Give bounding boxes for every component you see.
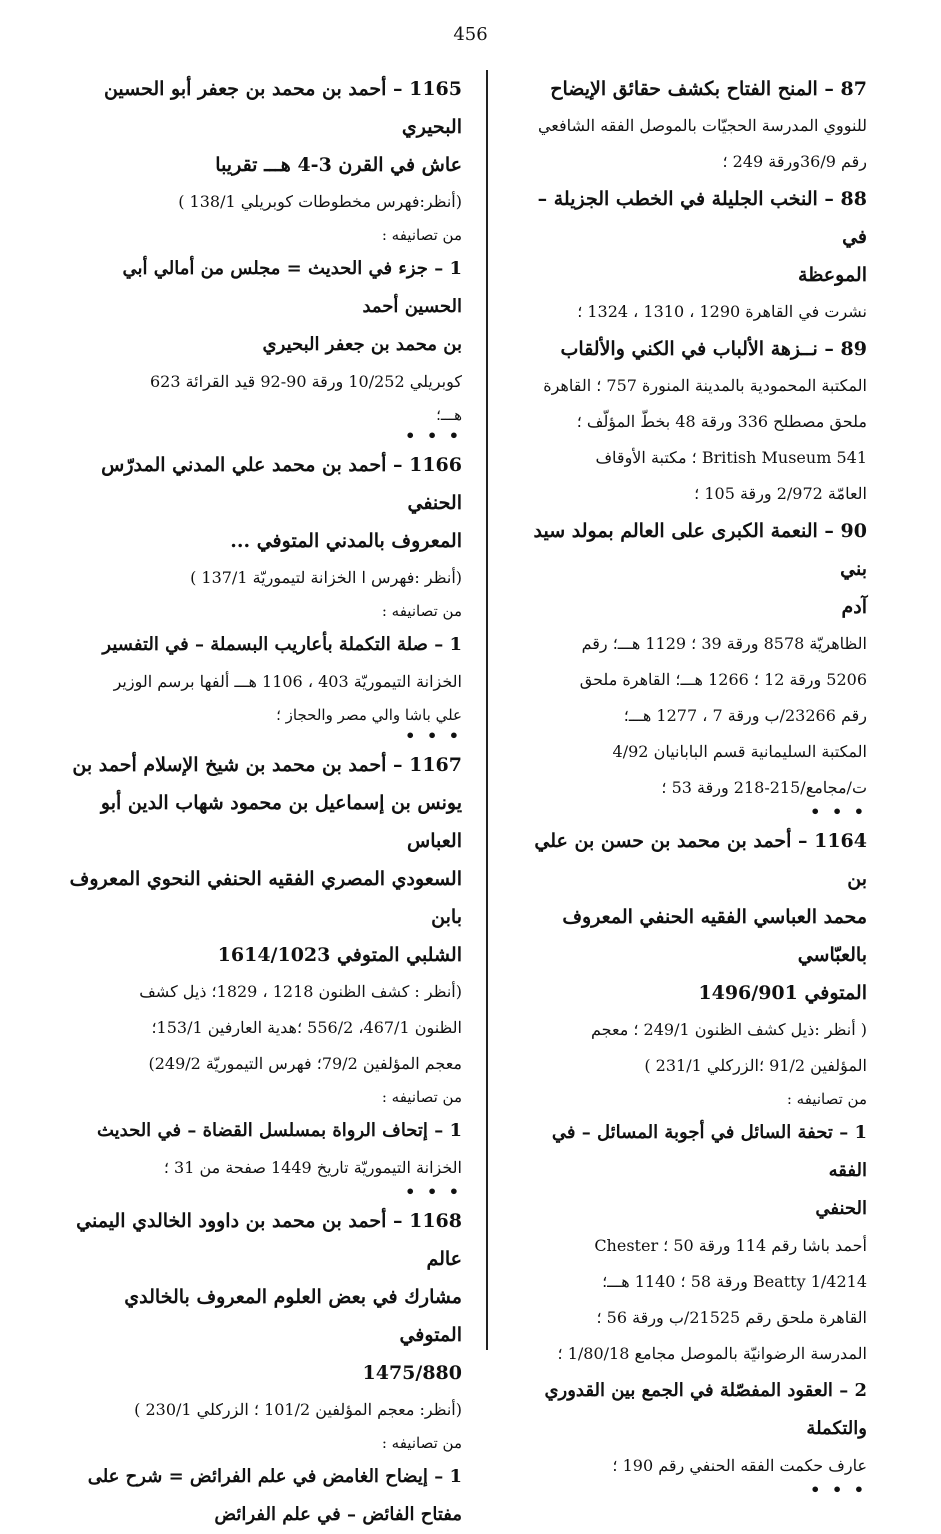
separator-dots: • • • xyxy=(405,426,462,445)
entry-heading-line: الموعظة xyxy=(798,264,867,286)
reference-line: 1/4214 Beatty ورقة 58 ؛ 1140 هـــ؛ xyxy=(602,1272,867,1291)
reference-line: المؤلفين 91/2 ؛الزركلي 231/1 ) xyxy=(644,1056,867,1075)
reference-line: (أنظر :فهرس ا الخزانة لتيموريّة 137/1 ) xyxy=(190,568,462,587)
reference-line: الخزانة التيموريّة 403 ، 1106 هـــ ألفها برسم الوزير xyxy=(113,672,462,691)
work-title-line: 1 – إيضاح الغامض في علم الفرائض = شرح على xyxy=(87,1466,462,1487)
reference-line: ( أنظر :ذيل كشف الظنون 249/1 ؛ معجم xyxy=(591,1020,867,1039)
entry-heading-line: 90 – النعمة الكبرى على العالم بمولد سيد بني xyxy=(533,520,867,580)
work-title-line: الحنفي xyxy=(815,1198,867,1219)
entry-heading-line: 87 – المنح الفتاح بكشف حقائق الإيضاح xyxy=(550,78,867,100)
reference-line: المكتبة السليمانية قسم البابانيان 4/92 xyxy=(612,742,867,761)
reference-line: القاهرة ملحق رقم 21525/ب ورقة 56 ؛ xyxy=(596,1308,867,1327)
reference-line: 5206 ورقة 12 ؛ 1266 هـــ؛ القاهرة ملحق xyxy=(579,670,867,689)
reference-line: ملحق مصطلح 336 ورقة 48 بخطّ المؤلّف ؛ xyxy=(576,412,867,431)
entry-heading-line: 1164 – أحمد بن محمد بن حسن بن علي بن xyxy=(534,830,867,890)
entry-heading-line: المتوفي 1496/901 xyxy=(698,982,867,1004)
work-title-line: 1 – صلة التكملة بأعاريب البسملة – في التفسير xyxy=(102,634,462,655)
reference-line: الخزانة التيموريّة تاريخ 1449 صفحة من 31 ؛ xyxy=(163,1158,462,1177)
entry-heading-line: يونس بن إسماعيل بن محمود شهاب الدين أبو العباس xyxy=(100,792,462,852)
reference-line: للنووي المدرسة الحجيّات بالموصل الفقه الشافعي xyxy=(537,116,867,135)
work-title-line: 2 – العقود المفصّلة في الجمع بين القدوري xyxy=(544,1380,867,1401)
note-line: من تصانيفه : xyxy=(381,602,462,620)
entry-heading-line: السعودي المصري الفقيه الحنفي النحوي المعروف بابن xyxy=(69,868,462,928)
entry-heading-line: 89 – نــزهة الألباب في الكني والألقاب xyxy=(560,338,867,360)
work-title-line: مفتاح الفائض – في علم الفرائض xyxy=(214,1504,462,1525)
separator-dots: • • • xyxy=(405,1182,462,1201)
reference-line: الظنون 467/1، 556/2 ؛هدية العارفين 153/1؛ xyxy=(151,1018,462,1037)
entry-heading-line: 1167 – أحمد بن محمد بن شيخ الإسلام أحمد بن xyxy=(72,754,462,776)
work-title-line: بن محمد بن جعفر البحيري xyxy=(262,334,462,355)
reference-line: العامّة 2/972 ورقة 105 ؛ xyxy=(694,484,867,503)
note-line: من تصانيفه : xyxy=(381,226,462,244)
entry-heading-line: المعروف بالمدني المتوفي ... xyxy=(230,530,462,552)
entry-heading-line: 1166 – أحمد بن محمد علي المدني المدرّس الحنفي xyxy=(101,454,462,514)
work-title-line: 1 – تحفة السائل في أجوبة المسائل – في الفقه xyxy=(551,1122,867,1181)
entry-heading-line: مشارك في بعض العلوم المعروف بالخالدي المتوفي xyxy=(124,1286,462,1346)
reference-line: عارف حكمت الفقه الحنفي رقم 190 ؛ xyxy=(612,1456,867,1475)
separator-dots: • • • xyxy=(810,802,867,821)
entry-heading-line: آدم xyxy=(841,596,867,618)
work-title-line: والتكملة xyxy=(806,1418,867,1439)
reference-line: رقم 36/9ورقة 249 ؛ xyxy=(722,152,867,171)
entry-heading-line: محمد العباسي الفقيه الحنفي المعروف بالعبّاسي xyxy=(562,906,867,966)
separator-dots: • • • xyxy=(810,1480,867,1499)
page-number: 456 xyxy=(453,24,488,45)
reference-line: أحمد باشا رقم 114 ورقة 50 ؛ Chester xyxy=(594,1236,867,1255)
left-column xyxy=(66,70,462,1534)
note-line: هـــ؛ xyxy=(436,406,462,424)
reference-line: معجم المؤلفين 79/2؛ فهرس التيموريّة 249/2) xyxy=(148,1054,462,1073)
reference-line: المدرسة الرضوانيّة بالموصل مجامع 1/80/18 ؛ xyxy=(557,1344,867,1363)
reference-line: المكتبة المحمودية بالمدينة المنورة 757 ؛ القاهرة xyxy=(543,376,867,395)
reference-line: رقم 23266/ب ورقة 7 ، 1277 هـــ؛ xyxy=(623,706,867,725)
entry-heading-line: الشلبي المتوفي 1614/1023 xyxy=(217,944,462,966)
reference-line: كوبريلي 10/252 ورقة 90-92 قيد القرائة 623 xyxy=(149,372,462,391)
reference-line: نشرت في القاهرة 1290 ، 1310 ، 1324 ؛ xyxy=(577,302,867,321)
reference-line: (أنظر: معجم المؤلفين 101/2 ؛ الزركلي 230/1 ) xyxy=(134,1400,462,1419)
reference-line: الظاهريّة 8578 ورقة 39 ؛ 1129 هـــ؛ رقم xyxy=(581,634,867,653)
entry-heading-line: 88 – النخب الجليلة في الخطب الجزيلة – في xyxy=(537,188,867,248)
note-line: من تصانيفه : xyxy=(381,1434,462,1452)
reference-line: (أنظر:فهرس مخطوطات كوبريلي 138/1 ) xyxy=(178,192,462,211)
entry-heading-line: 1475/880 xyxy=(362,1362,462,1384)
entry-heading-line: 1168 – أحمد بن محمد بن داوود الخالدي اليمني عالم xyxy=(76,1210,462,1270)
reference-line: ت/مجامع/215-218 ورقة 53 ؛ xyxy=(661,778,867,797)
reference-line: (أنظر : كشف الظنون 1218 ، 1829؛ ذيل كشف xyxy=(139,982,462,1001)
right-column xyxy=(522,70,867,1500)
work-title-line: 1 – جزء في الحديث = مجلس من أمالي أبي الحسين أحمد xyxy=(122,258,462,317)
reference-line: 541 British Museum ؛ مكتبة الأوقاف xyxy=(595,448,867,467)
entry-heading-line: عاش في القرن 3-4 هـــ تقريبا xyxy=(215,154,462,176)
entry-heading-line: 1165 – أحمد بن محمد بن جعفر أبو الحسين البحيري xyxy=(103,78,462,138)
separator-dots: • • • xyxy=(405,726,462,745)
note-line: علي باشا والي مصر والحجاز ؛ xyxy=(276,706,462,724)
note-line: من تصانيفه : xyxy=(786,1090,867,1108)
work-title-line: 1 – إتحاف الرواة بمسلسل القضاة – في الحديث xyxy=(96,1120,462,1141)
column-divider xyxy=(486,70,488,1350)
note-line: من تصانيفه : xyxy=(381,1088,462,1106)
